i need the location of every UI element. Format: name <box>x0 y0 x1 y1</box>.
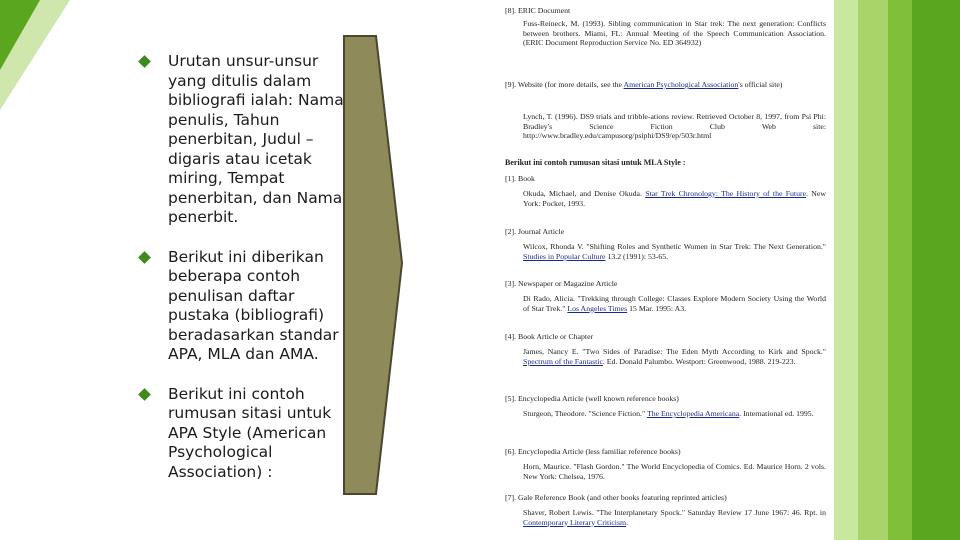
doc-citation: Horn, Maurice. "Flash Gordon." The World Encyclopedia of Comics. Ed. Maurice Horn. 2 vols. New York: Chelsea, 1976. <box>523 462 826 481</box>
doc-section-heading: [6]. Encyclopedia Article (less familiar reference books) <box>505 447 681 456</box>
doc-citation: Okuda, Michael, and Denise Okuda. Star Trek Chronology: The History of the Future. New York: Pocket, 1993. <box>523 189 826 208</box>
bullet-item <box>140 52 360 228</box>
doc-citation: Shaver, Robert Lewis. "The Interplanetary Spock." Saturday Review 17 June 1967: 46. Rpt. in Contemporary Literary Criticism. <box>523 508 826 527</box>
doc-citation: Sturgeon, Theodore. "Science Fiction." The Encyclopedia Americana. International ed. 1995. <box>523 409 814 418</box>
doc-citation: Lynch, T. (1996). DS9 trials and tribble-ations review. Retrieved October 8, 1997, from Psi Phi: Bradley's Science Fiction Club Web site: http://www.bradley.edu/campusorg/psiphi/DS9/ep/503r.html <box>523 112 826 141</box>
doc-citation: James, Nancy E. "Two Sides of Paradise: The Eden Myth According to Kirk and Spock." Spectrum of the Fantastic. Ed. Donald Palumbo. Westport: Greenwood, 1988. 219-223. <box>523 347 826 366</box>
doc-section-heading: [4]. Book Article or Chapter <box>505 332 594 341</box>
bullet-text: Urutan unsur-unsur yang ditulis dalam bibliografi ialah: Nama penulis, Tahun penerbitan, Judul – digaris atau icetak miring, Tempat penerbitan, dan Nama penerbit. <box>168 52 344 226</box>
doc-section-heading: [2]. Journal Article <box>505 227 565 236</box>
doc-subheading: Berikut ini contoh rumusan sitasi untuk MLA Style : <box>505 158 686 167</box>
doc-section-heading: [5]. Encyclopedia Article (well known reference books) <box>505 394 679 403</box>
diamond-bullet-icon <box>138 388 151 401</box>
diamond-bullet-icon <box>138 251 151 264</box>
arrow-right-shape <box>340 30 406 500</box>
doc-citation: Di Rado, Alicia. "Trekking through College: Classes Explore Modern Society Using the World of Star Trek." Los Angeles Times 15 Mar. 1995: A3. <box>523 294 826 313</box>
doc-section-heading: [1]. Book <box>505 174 535 183</box>
bullet-item <box>140 248 360 365</box>
doc-section-heading: [7]. Gale Reference Book (and other books featuring reprinted articles) <box>505 493 727 502</box>
bullet-text: Berikut ini contoh rumusan sitasi untuk APA Style (American Psychological Association) : <box>168 384 332 481</box>
bullet-item <box>140 385 360 483</box>
diamond-bullet-icon <box>138 55 151 68</box>
doc-citation: Fuss-Reineck, M. (1993). Sibling communication in Star trek: The next generation: Conflicts between brothers. Miami, FL: Annual Meeting of the Speech Communication Association. (ERIC Document Reproduction Service No. ED 364932) <box>523 19 826 48</box>
decor-green-panel <box>912 0 960 540</box>
doc-section-heading: [9]. Website (for more details, see the American Psychological Association's official site) <box>505 80 783 89</box>
doc-section-heading: [8]. ERIC Document <box>505 6 571 15</box>
decor-corner-triangle <box>0 0 40 70</box>
bullet-list <box>140 52 360 502</box>
doc-section-heading: [3]. Newspaper or Magazine Article <box>505 279 618 288</box>
bullet-text: Berikut ini diberikan beberapa contoh penulisan daftar pustaka (bibliografi) beradasarkan standar APA, MLA dan AMA. <box>168 247 339 363</box>
citation-document-image <box>500 0 834 540</box>
doc-citation: Wilcox, Rhonda V. "Shifting Roles and Synthetic Women in Star Trek: The Next Generation." Studies in Popular Culture 13.2 (1991): 53-65. <box>523 242 826 261</box>
